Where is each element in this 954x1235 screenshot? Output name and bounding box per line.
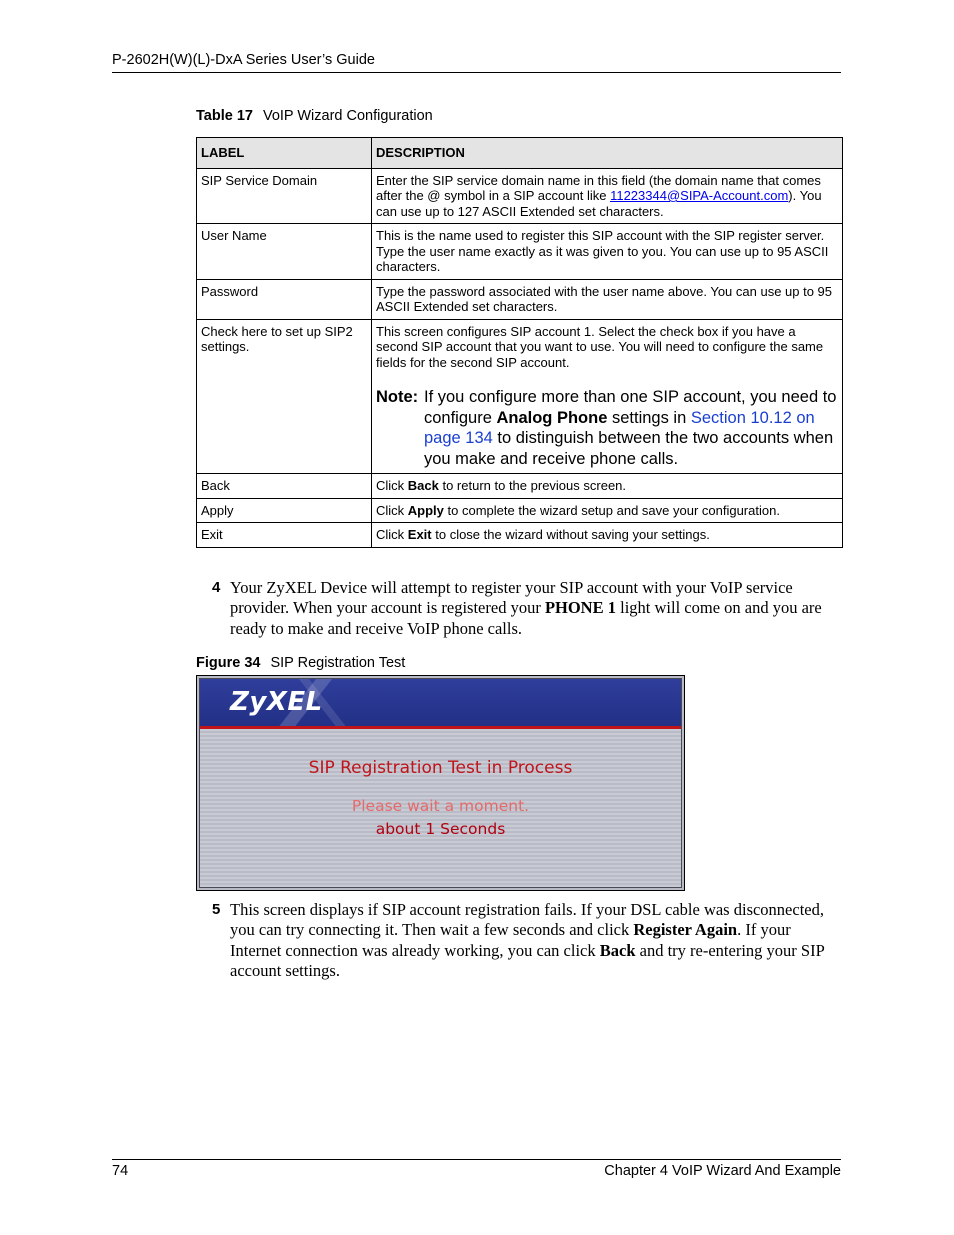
row-label: User Name: [197, 224, 372, 280]
table-caption: [196, 108, 433, 124]
table-row: [197, 279, 843, 319]
description-bold-text: Exit: [407, 527, 432, 542]
description-text: ). You can use up to 127 ASCII Extended set characters.: [376, 188, 822, 219]
table-row: [197, 168, 843, 224]
guide-title: P-2602H(W)(L)-DxA Series User’s Guide: [112, 52, 375, 68]
step-text-part: Your ZyXEL Device will attempt to register your SIP account with your VoIP service provider. When your account is registered your: [230, 578, 793, 618]
step-number: 4: [212, 579, 221, 596]
zyxel-banner: [200, 679, 681, 729]
step-bold-text: PHONE 1: [544, 598, 616, 618]
row-description: [372, 474, 843, 499]
note-text: to distinguish between the two accounts when you make and receive phone calls.: [424, 429, 834, 468]
sip-account-link[interactable]: 11223344@SIPA-Account.com: [610, 188, 789, 203]
note-box: [376, 387, 837, 469]
countdown-text: about 1 Seconds: [375, 820, 506, 838]
voip-wizard-table: [196, 137, 843, 548]
step-number: 5: [212, 901, 221, 918]
row-description: [372, 498, 843, 523]
description-text: Enter the SIP service domain name in this field (the domain name that comes after the @ symbol in a SIP account like: [376, 172, 821, 203]
step-5: [212, 900, 842, 981]
table-row: [197, 474, 843, 499]
description-column-header: DESCRIPTION: [372, 138, 843, 169]
step-text: [230, 578, 842, 639]
description-text: to return to the previous screen.: [438, 478, 627, 493]
description-text: Click: [376, 527, 408, 542]
description-text: This screen configures SIP account 1. Select the check box if you have a second SIP account that you want to use. You will need to configure the same fields for the second SIP account.: [376, 323, 824, 370]
table-title: VoIP Wizard Configuration: [262, 108, 433, 124]
step-bold-text: Back: [599, 940, 636, 960]
step-4: [212, 578, 842, 639]
row-label: Exit: [197, 523, 372, 548]
note-bold-text: Analog Phone: [496, 408, 608, 427]
description-text: Click: [376, 502, 408, 518]
row-description: [372, 319, 843, 474]
row-description: This is the name used to register this SIP account with the SIP register server. Type the user name exactly as it was given to you. You can use up to 95 ASCII characters.: [372, 224, 843, 280]
table-row: [197, 319, 843, 474]
section-cross-reference-link[interactable]: Section 10.12 on page 134: [424, 408, 815, 447]
registration-panel: [200, 729, 681, 887]
table-row: [197, 224, 843, 280]
wait-message: Please wait a moment.: [351, 797, 530, 815]
step-text: [230, 900, 842, 981]
chapter-title: Chapter 4 VoIP Wizard And Example: [604, 1163, 841, 1179]
row-description: Type the password associated with the user name above. You can use up to 95 ASCII Extended set characters.: [372, 279, 843, 319]
page-footer: [112, 1159, 841, 1179]
step-text-part: This screen displays if SIP account registration fails. If your DSL cable was disconnected, you can try connecting it. Then wait a few seconds and click: [230, 900, 824, 940]
step-text-part: . If your Internet connection was already working, you can click: [230, 920, 791, 960]
figure-number: Figure 34: [196, 655, 261, 671]
page-number: 74: [112, 1163, 129, 1179]
description-text: Click: [376, 478, 408, 493]
step-text-part: light will come on and you are ready to make and receive VoIP phone calls.: [230, 598, 822, 638]
description-text: to complete the wizard setup and save your configuration.: [443, 502, 780, 518]
figure-title: SIP Registration Test: [270, 655, 406, 671]
note-text: settings in: [607, 408, 691, 427]
zyxel-logo: ZyXEL: [230, 687, 323, 717]
step-text-part: and try re-entering your SIP account settings.: [230, 940, 825, 980]
row-label: Check here to set up SIP2 settings.: [197, 319, 372, 474]
row-description: [372, 523, 843, 548]
description-bold-text: Back: [407, 478, 439, 493]
page-header: [112, 52, 841, 73]
row-label: SIP Service Domain: [197, 168, 372, 224]
row-label: Apply: [197, 498, 372, 523]
figure-caption: [196, 655, 405, 671]
description-bold-text: Apply: [407, 502, 444, 518]
registration-status-title: SIP Registration Test in Process: [308, 758, 573, 778]
row-label: Back: [197, 474, 372, 499]
row-description: [372, 168, 843, 224]
note-label: Note:: [376, 388, 419, 406]
description-text: to close the wizard without saving your settings.: [431, 527, 710, 542]
table-number: Table 17: [196, 108, 253, 124]
label-column-header: LABEL: [197, 138, 372, 169]
table-row: [197, 498, 843, 523]
note-text: If you configure more than one SIP account, you need to configure: [424, 388, 837, 427]
table-row: [197, 523, 843, 548]
screenshot-frame: [199, 678, 682, 888]
table-header-row: [197, 138, 843, 169]
row-label: Password: [197, 279, 372, 319]
step-bold-text: Register Again: [633, 920, 738, 940]
sip-registration-screenshot: [196, 675, 685, 891]
